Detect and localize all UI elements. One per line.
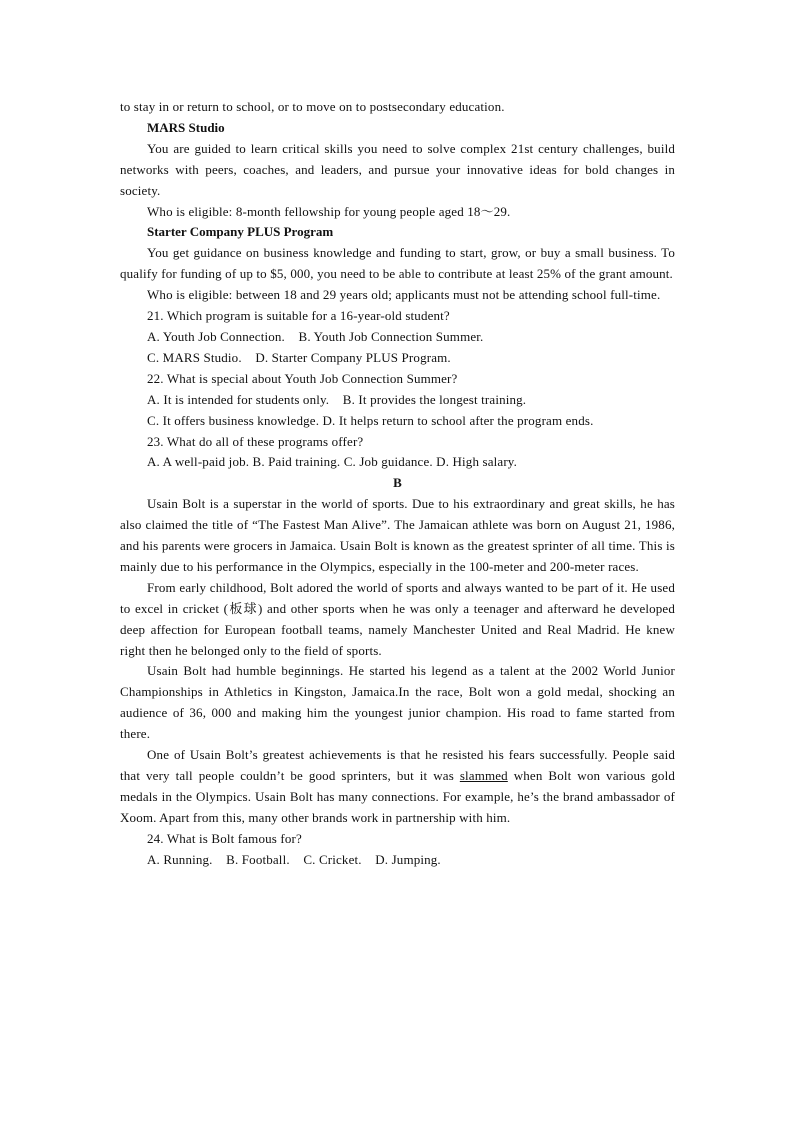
starter-company-description: You get guidance on business knowledge and funding to start, grow, or buy a small business. To qualify for funding of up to $5, 000, you need to be able to contribute at least 25% of the grant amount. <box>120 245 675 282</box>
mars-studio-description: You are guided to learn critical skills you need to solve complex 21st century challenges, build networks with peers, coaches, and leaders, and pursue your innovative ideas for bold changes in society. <box>120 140 675 198</box>
question-22-stem: 22. What is special about Youth Job Connection Summer? <box>147 370 458 386</box>
mars-studio-title: MARS Studio <box>147 119 225 135</box>
question-21-stem: 21. Which program is suitable for a 16-year-old student? <box>147 308 450 324</box>
question-24-stem: 24. What is Bolt famous for? <box>147 830 302 846</box>
question-23-stem: 23. What do all of these programs offer? <box>147 433 364 449</box>
passage-b-paragraph-4 <box>120 745 675 829</box>
starter-company-eligibility: Who is eligible: between 18 and 29 years old; applicants must not be attending school full-time. <box>147 287 661 303</box>
exam-page <box>120 97 675 871</box>
passage-a-intro-end: to stay in or return to school, or to move on to postsecondary education. <box>120 99 505 114</box>
question-21-options-line-1: A. Youth Job Connection. B. Youth Job Connection Summer. <box>147 328 484 344</box>
passage-b-paragraph-2: From early childhood, Bolt adored the world of sports and always wanted to be part of it. He used to excel in cricket (板球) and other sports when he was only a teenager and afterward he developed deep affection for European football teams, namely Manchester United and Real Madrid. He knew right then he belonged only to the field of sports. <box>120 579 675 658</box>
question-21-options-line-2: C. MARS Studio. D. Starter Company PLUS Program. <box>147 349 451 365</box>
mars-studio-eligibility: Who is eligible: 8-month fellowship for young people aged 18～29. <box>147 203 511 219</box>
paragraph-4-text-after: when Bolt won various gold medals in the Olympics. Usain Bolt has many connections. For example, he’s the brand ambassador of Xoom. Apart from this, many other brands work in partnership with him. <box>120 768 675 825</box>
passage-b-paragraph-3: Usain Bolt had humble beginnings. He started his legend as a talent at the 2002 World Junior Championships in Athletics in Kingston, Jamaica.In the race, Bolt won a gold medal, shocking an audience of 36, 000 and making him the youngest junior champion. His road to fame started from there. <box>120 663 675 742</box>
starter-company-title: Starter Company PLUS Program <box>147 224 334 240</box>
question-23-options: A. A well-paid job. B. Paid training. C. Job guidance. D. High salary. <box>147 454 517 470</box>
paragraph-4-text-before: One of Usain Bolt’s greatest achievements is that he resisted his fears successfully. People said that very tall people couldn’t be good sprinters, but it was <box>120 747 675 783</box>
question-24-options: A. Running. B. Football. C. Cricket. D. Jumping. <box>147 851 441 867</box>
question-22-options-line-2: C. It offers business knowledge. D. It helps return to school after the program ends. <box>147 412 594 428</box>
passage-b-paragraph-1: Usain Bolt is a superstar in the world of sports. Due to his extraordinary and great skills, he has also claimed the title of “The Fastest Man Alive”. The Jamaican athlete was born on August 21, 1986, and his parents were grocers in Jamaica. Usain Bolt is known as the greatest sprinter of all time. This is mainly due to his performance in the Olympics, especially in the 100-meter and 200-meter races. <box>120 496 675 574</box>
underlined-word-slammed: slammed <box>459 768 508 783</box>
section-b-label: B <box>393 475 402 491</box>
question-22-options-line-1: A. It is intended for students only. B. It provides the longest training. <box>147 391 527 407</box>
